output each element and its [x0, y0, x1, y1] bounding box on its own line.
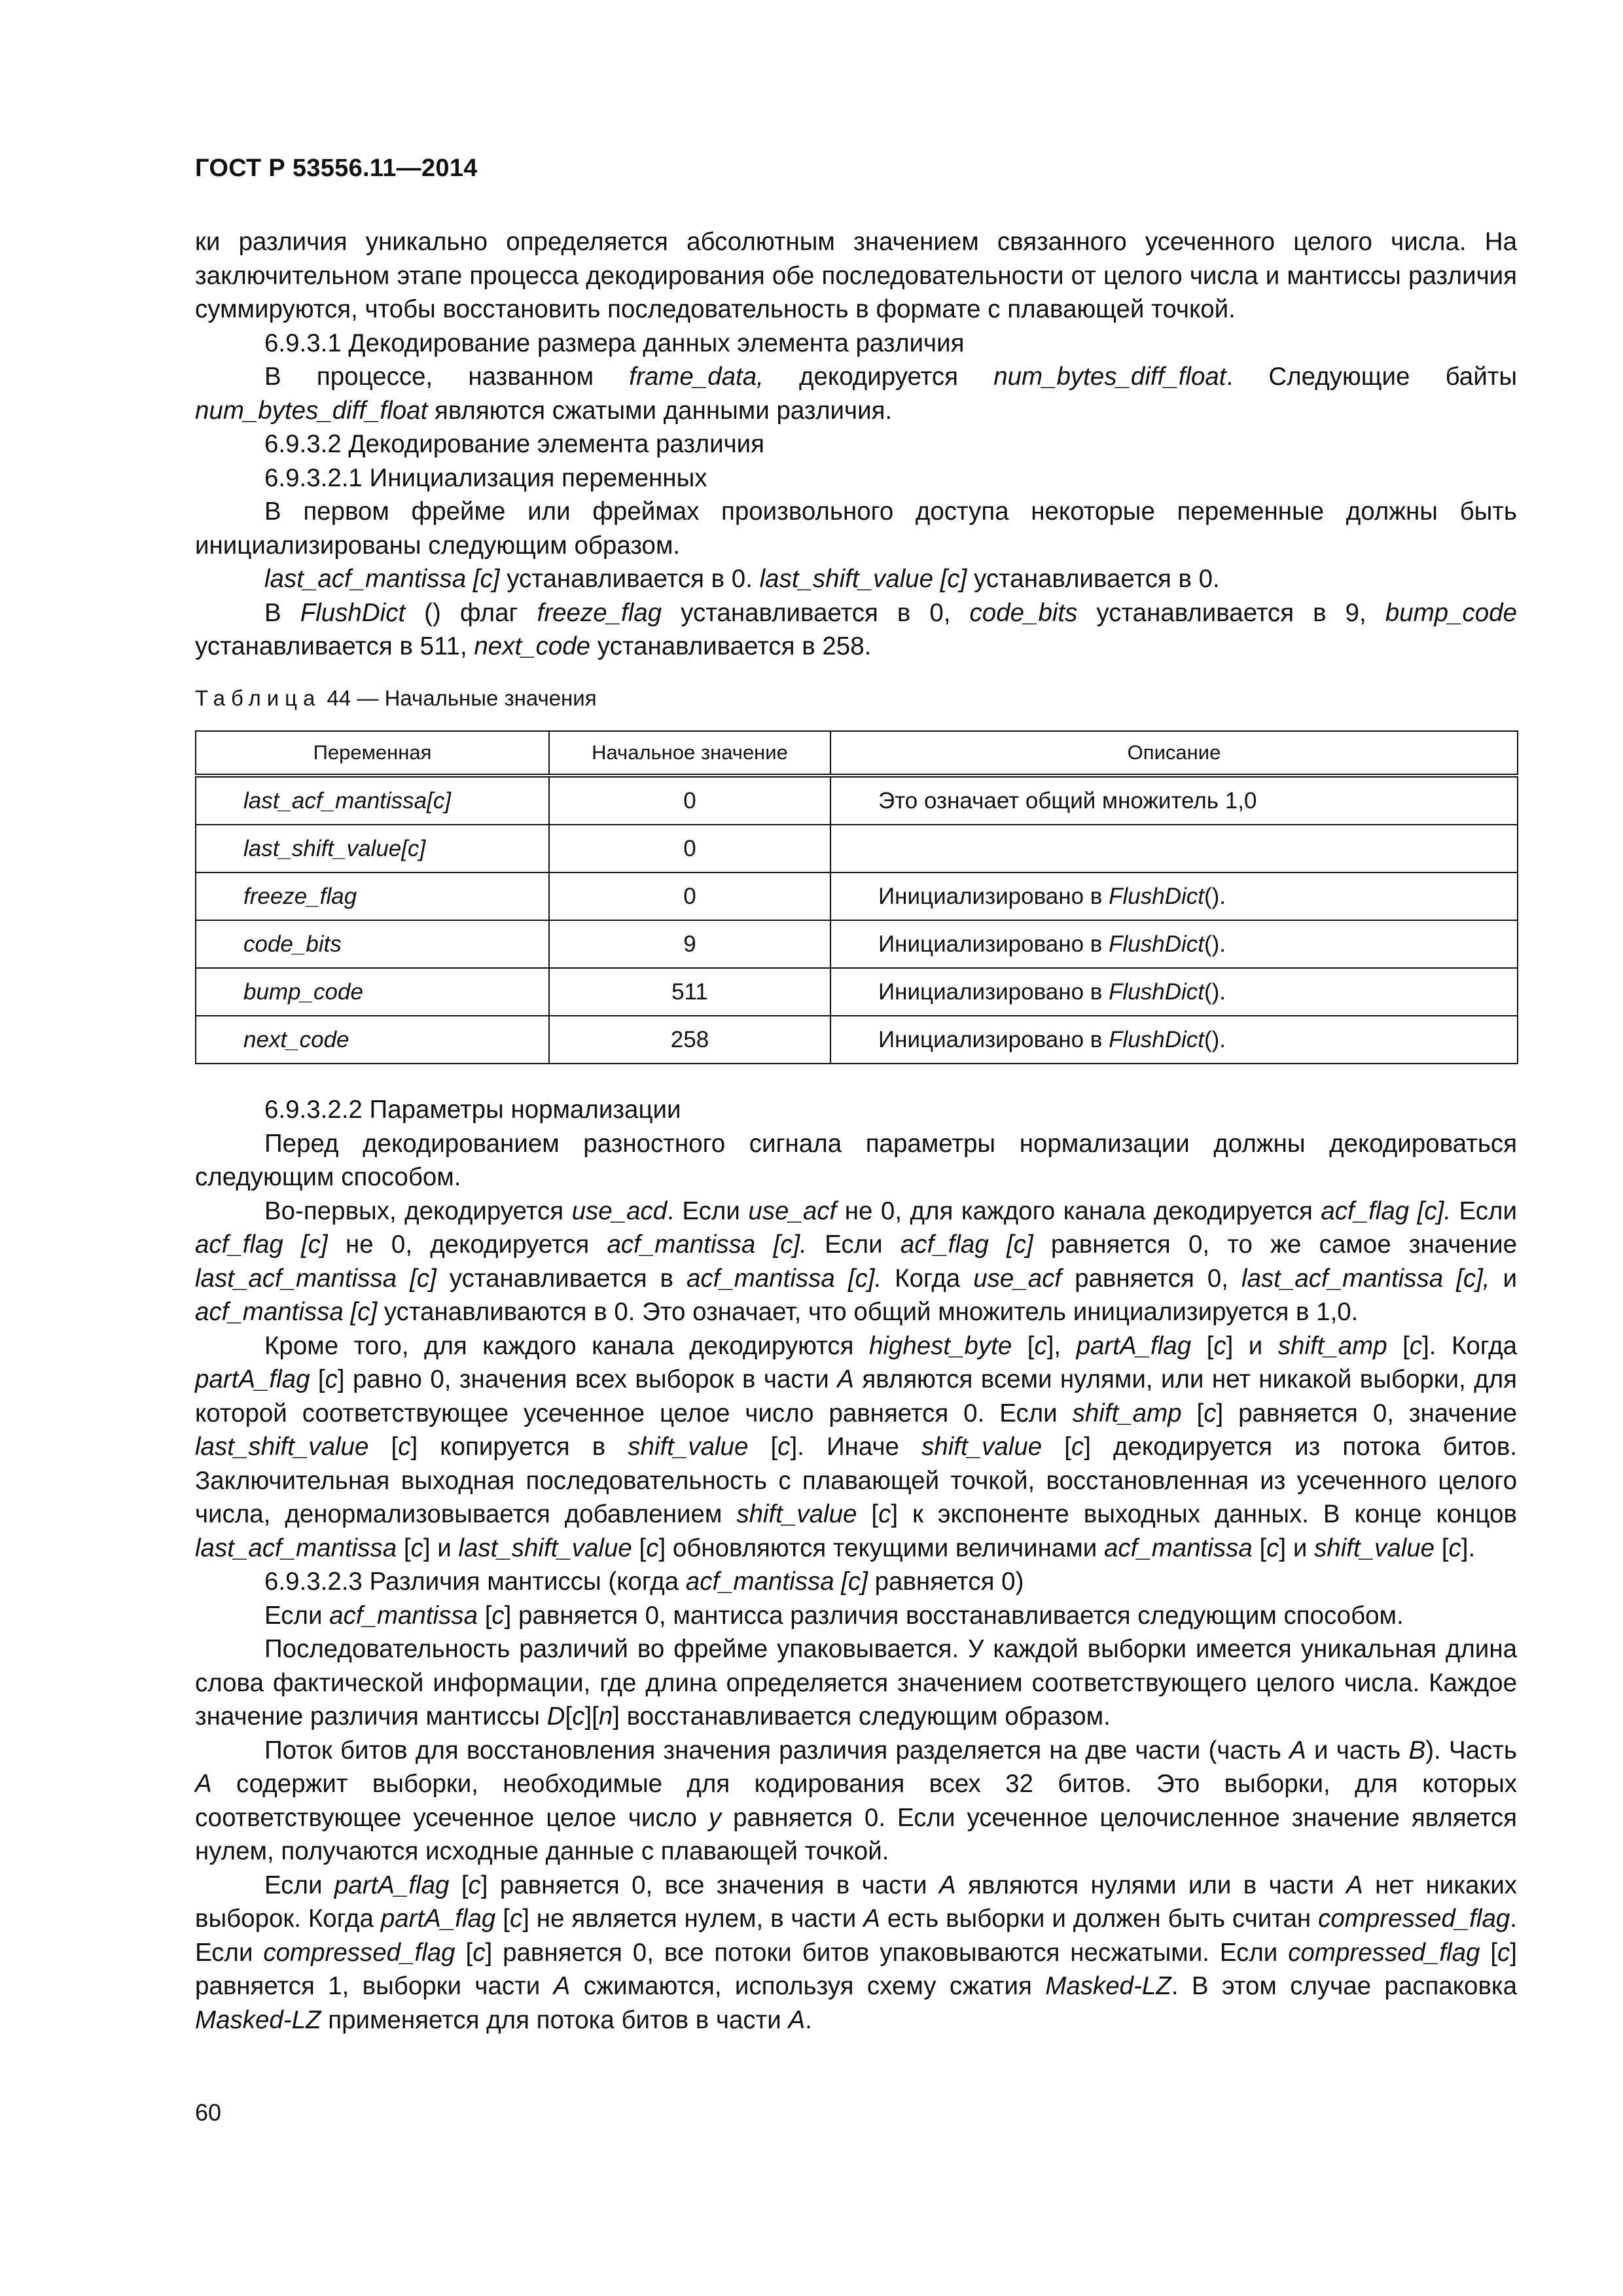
paragraph: Во-первых, декодируется use_acd. Если use_acf не 0, для каждого канала декодируется acf_flag [c]. Если acf_flag [c] не 0, декодируется acf_mantissa [c]. Если acf_flag [c] равняется 0, то же самое значение last_acf_mantissa [c] устанавливается в acf_mantissa [c]. Когда use_acf равняется 0, last_acf_mantissa [c], и acf_mantissa [c] устанавливаются в 0. Это означает, что общий множитель инициализируется в 1,0. [195, 1196, 1518, 1326]
page-number: 60 [195, 2099, 222, 2126]
paragraph: Последовательность различий во фрейме упаковывается. У каждой выборки имеется уникальная длина слова фактической информации, где длина определяется значением соответствующего целого числа. Каждое значение различия мантиссы D[c][n] восстанавливается следующим образом. [195, 1635, 1517, 1731]
table-caption: Таблица 44 — Начальные значения [195, 686, 597, 710]
column-header: Переменная [196, 731, 549, 776]
description-cell: Инициализировано в FlushDict(). [830, 872, 1518, 920]
section-heading: 6.9.3.2.3 Различия мантиссы (когда acf_mantissa [c] равняется 0) [264, 1568, 1024, 1596]
paragraph: Кроме того, для каждого канала декодируются highest_byte [c], partA_flag [c] и shift_amp [c]. Когда partA_flag [c] равно 0, значения всех выборок в части A являются всеми нулями, или нет никакой выборки, для которой соответствующее усеченное целое число равняется 0. Если shift_amp [c] равняется 0, значение last_shift_value [c] копируется в shift_value [c]. Иначе shift_value [c] декодируется из потока битов. Заключительная выходная последовательность с плавающей точкой, восстановленная из усеченного целого числа, денормализовывается добавлением shift_value [c] к экспоненте выходных данных. В конце концов last_acf_mantissa [c] и last_shift_value [c] обновляются текущими величинами acf_mantissa [c] и shift_value [c]. [195, 1331, 1518, 1562]
paragraph: В процессе, названном frame_data, декодируется num_bytes_diff_float. Следующие байты num_bytes_diff_float являются сжатыми данными различия. [195, 363, 1518, 425]
value-cell: 511 [549, 968, 830, 1016]
section-heading: 6.9.3.2.2 Параметры нормализации [264, 1096, 681, 1124]
paragraph: Если partA_flag [c] равняется 0, все значения в части A являются нулями или в части A нет никаких выборок. Когда partA_flag [c] не является нулем, в части A есть выборки и должен быть считан compressed_flag. Если compressed_flag [c] равняется 0, все потоки битов упаковываются несжатыми. Если compressed_flag [c] равняется 1, выборки части A сжимаются, используя схему сжатия Masked-LZ. В этом случае распаковка Masked-LZ применяется для потока битов в части A. [195, 1871, 1518, 2034]
table-row [196, 920, 1518, 968]
variable-cell: code_bits [196, 920, 549, 968]
value-cell: 0 [549, 872, 830, 920]
table-row [196, 1016, 1518, 1064]
paragraph: Если acf_mantissa [c] равняется 0, мантисса различия восстанавливается следующим способом. [264, 1601, 1404, 1630]
paragraph: ки различия уникально определяется абсолютным значением связанного усеченного целого числа. На заключительном этапе процесса декодирования обе последовательности от целого числа и мантиссы различия суммируются, чтобы восстановить последовательность в формате с плавающей точкой. [195, 228, 1517, 323]
section-heading: 6.9.3.2.1 Инициализация переменных [264, 463, 707, 492]
text-block-bottom [195, 1093, 1517, 2037]
text-block-top [195, 225, 1517, 664]
value-cell: 9 [549, 920, 830, 968]
paragraph: В первом фрейме или фреймах произвольного доступа некоторые переменные должны быть инициализированы следующим образом. [195, 497, 1517, 560]
section-heading: 6.9.3.2 Декодирование элемента различия [264, 430, 764, 458]
table-header-row [196, 731, 1518, 776]
column-header: Начальное значение [549, 731, 830, 776]
table-row [196, 968, 1518, 1016]
description-cell: Инициализировано в FlushDict(). [830, 968, 1518, 1016]
initial-values-table [195, 730, 1518, 1064]
description-cell [830, 825, 1518, 872]
variable-cell: freeze_flag [196, 872, 549, 920]
paragraph: last_acf_mantissa [c] устанавливается в 0. last_shift_value [c] устанавливается в 0. [264, 565, 1220, 593]
column-header: Описание [830, 731, 1518, 776]
table-row [196, 776, 1518, 825]
value-cell: 258 [549, 1016, 830, 1064]
paragraph: Перед декодированием разностного сигнала параметры нормализации должны декодироваться следующим способом. [195, 1129, 1517, 1191]
description-cell: Инициализировано в FlushDict(). [830, 920, 1518, 968]
value-cell: 0 [549, 776, 830, 825]
section-heading: 6.9.3.1 Декодирование размера данных элемента различия [264, 329, 965, 357]
standard-header: ГОСТ Р 53556.11—2014 [195, 154, 478, 182]
description-cell: Это означает общий множитель 1,0 [830, 776, 1518, 825]
variable-cell: bump_code [196, 968, 549, 1016]
paragraph: В FlushDict () флаг freeze_flag устанавливается в 0, code_bits устанавливается в 9, bump_code устанавливается в 511, next_code устанавливается в 258. [195, 598, 1517, 660]
value-cell: 0 [549, 825, 830, 872]
variable-cell: last_shift_value[c] [196, 825, 549, 872]
table-row [196, 825, 1518, 872]
variable-cell: next_code [196, 1016, 549, 1064]
description-cell: Инициализировано в FlushDict(). [830, 1016, 1518, 1064]
table-row [196, 872, 1518, 920]
variable-cell: last_acf_mantissa[c] [196, 776, 549, 825]
paragraph: Поток битов для восстановления значения различия разделяется на две части (часть A и часть B). Часть A содержит выборки, необходимые для кодирования всех 32 битов. Это выборки, для которых соответствующее усеченное целое число y равняется 0. Если усеченное целочисленное значение является нулем, получаются исходные данные с плавающей точкой. [195, 1736, 1517, 1865]
